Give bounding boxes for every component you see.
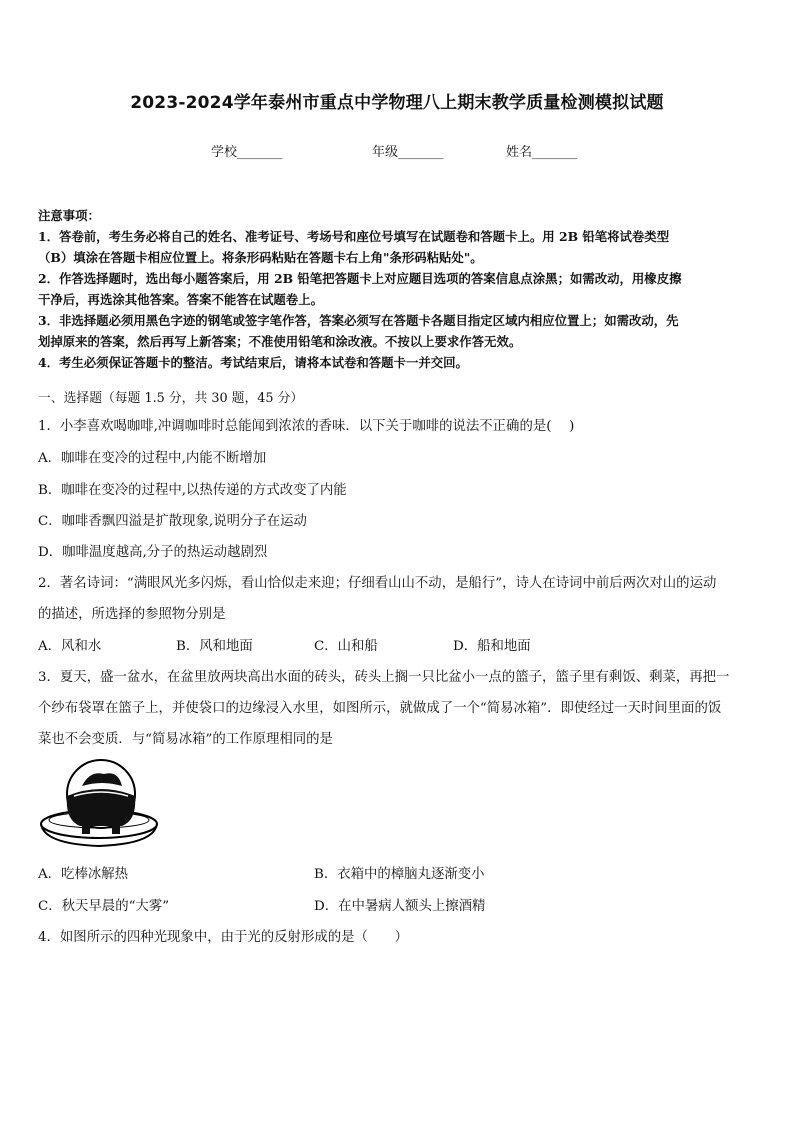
notes-line: 干净后，再选涂其他答案。答案不能答在试题卷上。 [38, 292, 323, 307]
question-3-option-a: A．吃棒冰解热 [38, 867, 129, 882]
question-1-option-c: C．咖啡香飘四溢是扩散现象,说明分子在运动 [38, 514, 307, 529]
question-1-stem: 1．小李喜欢喝咖啡,冲调咖啡时总能闻到浓浓的香味．以下关于咖啡的说法不正确的是( ) [38, 419, 575, 434]
question-3-stem: 3．夏天，盛一盆水，在盆里放两块高出水面的砖头，砖头上搁一只比盆小一点的篮子，篮子里有剩饭、剩菜，再把一 [38, 670, 730, 685]
question-2-option-d: D．船和地面 [453, 639, 531, 654]
notes-line: 划掉原来的答案，然后再写上新答案；不准使用铅笔和涂改液。不按以上要求作答无效。 [38, 334, 522, 349]
question-2-option-b: B．风和地面 [176, 639, 253, 654]
question-1-option-d: D．咖啡温度越高,分子的热运动越剧烈 [38, 545, 268, 560]
question-1-option-a: A．咖啡在变冷的过程中,内能不断增加 [38, 451, 267, 466]
notes-line: 2．作答选择题时，选出每小题答案后，用 2B 铅笔把答题卡上对应题目选项的答案信息点涂黑；如需改动，用橡皮擦 [38, 271, 682, 286]
question-3-stem-cont: 个纱布袋罩在篮子上，并使袋口的边缘浸入水里，如图所示，就做成了一个“简易冰箱”．即使经过一天时间里面的饭 [38, 701, 722, 716]
grade-field: 年级_______ [372, 145, 444, 160]
name-field: 姓名_______ [506, 145, 578, 160]
question-2-option-c: C．山和船 [314, 639, 378, 654]
section-heading: 一、选择题（每题 1.5 分，共 30 题，45 分） [38, 391, 304, 406]
question-3-stem-end: 菜也不会变质．与“简易冰箱”的工作原理相同的是 [38, 732, 333, 747]
notes-heading: 注意事项： [38, 208, 100, 223]
question-2-stem-cont: 的描述，所选择的参照物分别是 [38, 607, 226, 622]
notes-line: 1．答卷前，考生务必将自己的姓名、准考证号、考场号和座位号填写在试题卷和答题卡上。用 2B 铅笔将试卷类型 [38, 229, 670, 244]
question-3-option-d: D．在中暑病人额头上擦酒精 [314, 899, 486, 914]
notes-block [38, 205, 758, 373]
question-1-option-b: B．咖啡在变冷的过程中,以热传递的方式改变了内能 [38, 483, 347, 498]
question-2-option-a: A．风和水 [38, 639, 102, 654]
notes-line: 3．非选择题必须用黑色字迹的钢笔或签字笔作答，答案必须写在答题卡各题目指定区域内相应位置上；如需改动，先 [38, 313, 679, 328]
notes-line: 4．考生必须保证答题卡的整洁。考试结束后，请将本试卷和答题卡一并交回。 [38, 355, 468, 370]
question-3-option-b: B．衣箱中的樟脑丸逐渐变小 [314, 867, 485, 882]
question-4-stem: 4．如图所示的四种光现象中，由于光的反射形成的是（ ） [38, 930, 409, 945]
school-field: 学校_______ [211, 145, 283, 160]
notes-line: （B）填涂在答题卡相应位置上。将条形码粘贴在答题卡右上角"条形码粘贴处"。 [38, 250, 483, 265]
simple-fridge-figure [38, 756, 160, 852]
page-title: 2023-2024学年泰州市重点中学物理八上期末教学质量检测模拟试题 [130, 93, 664, 113]
question-2-stem: 2．著名诗词：“满眼风光多闪烁，看山恰似走来迎；仔细看山山不动，是船行”，诗人在诗词中前后两次对山的运动 [38, 576, 717, 591]
question-3-option-c: C．秋天早晨的“大雾” [38, 899, 170, 914]
